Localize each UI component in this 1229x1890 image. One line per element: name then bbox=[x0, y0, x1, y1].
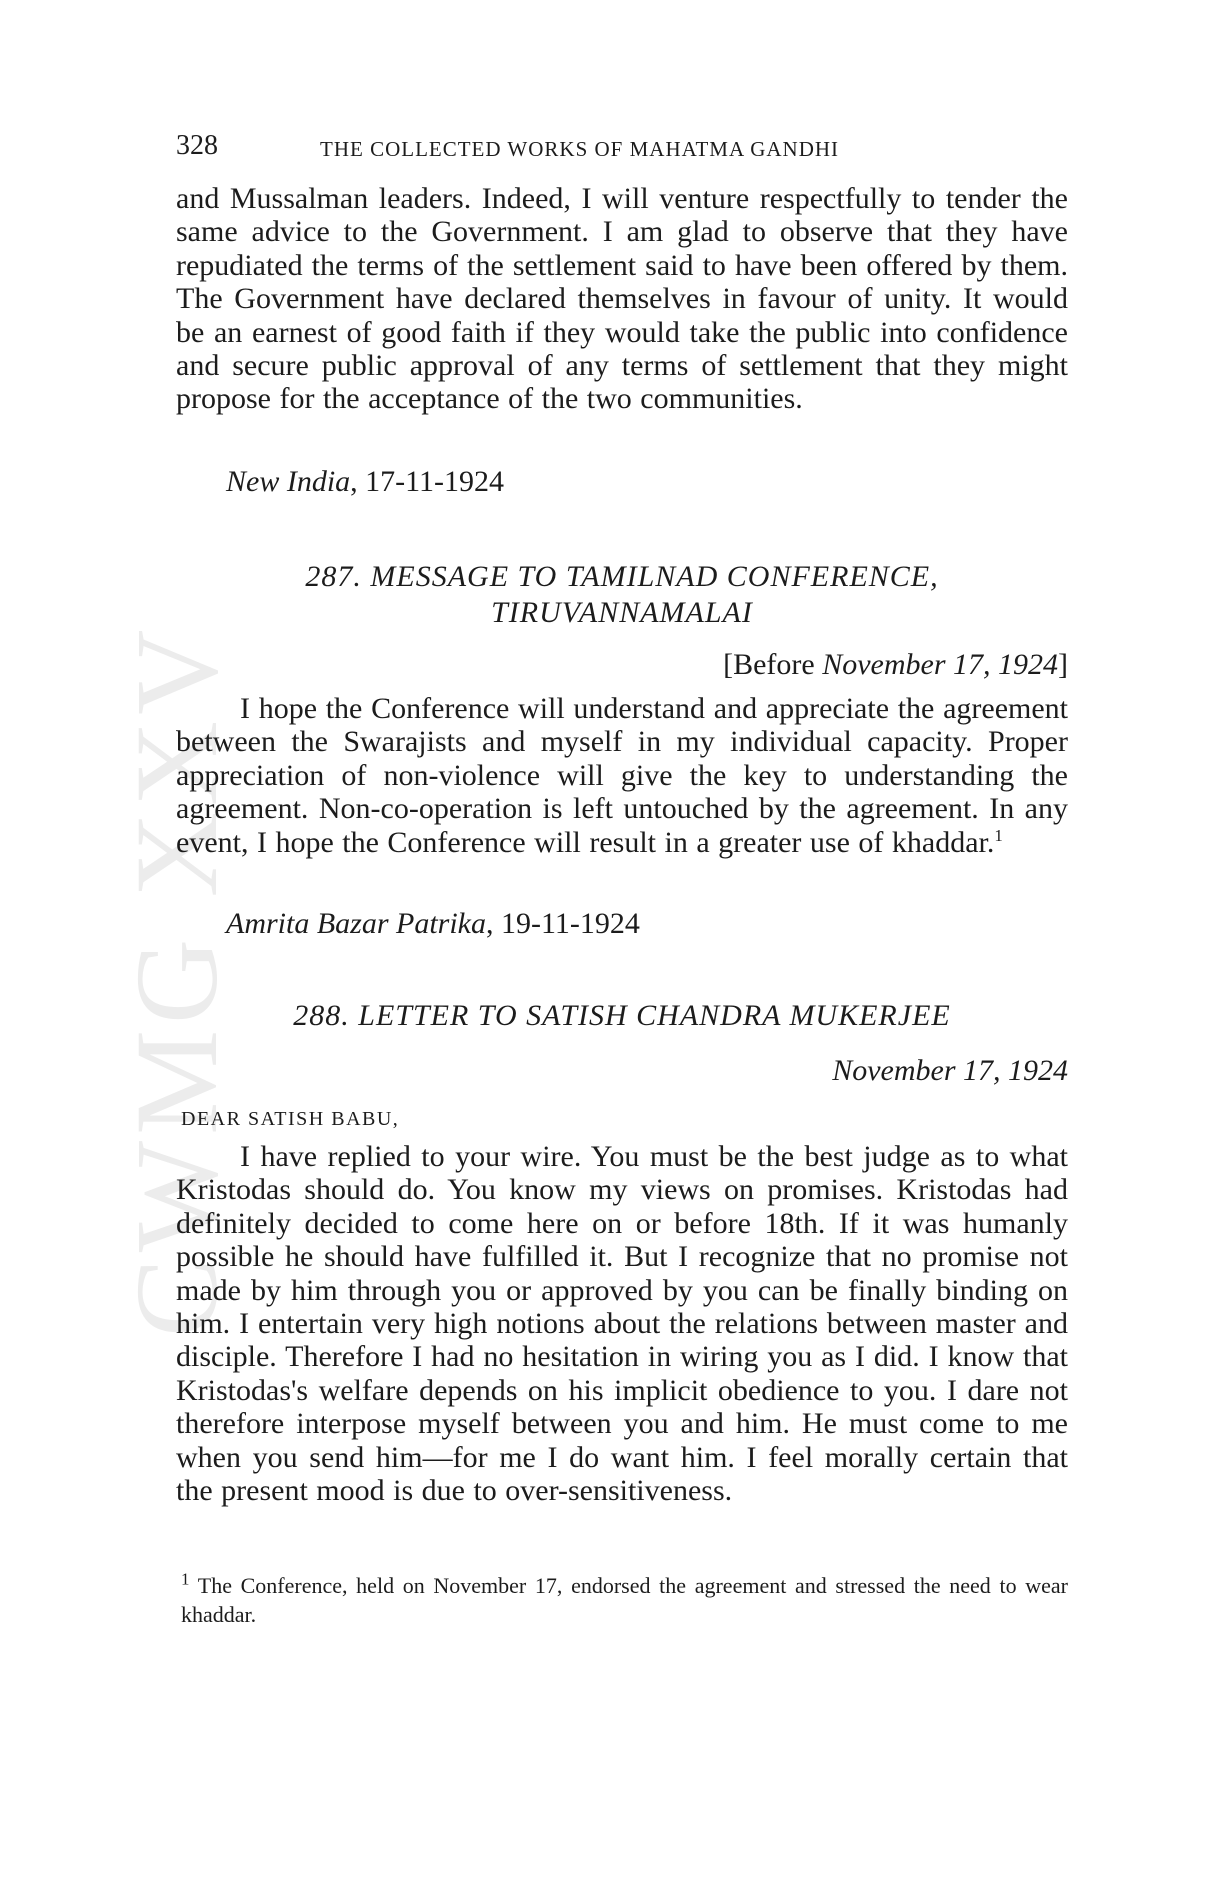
message-paragraph bbox=[176, 692, 1068, 859]
watermark: CWMG XXV bbox=[111, 623, 242, 1337]
footnote-marker: 1 bbox=[181, 1569, 190, 1589]
footnote-text: The Conference, held on November 17, endorsed the agreement and stressed the need to wear khaddar. bbox=[181, 1573, 1068, 1627]
letter-paragraph-block bbox=[176, 1140, 1068, 1507]
letter-paragraph: I have replied to your wire. You must be the best judge as to what Kristodas should do. You know my views on promises. Kristodas had definitely decided to come here on or before 18th. If it was humanly possible he should have fulfilled it. But I recognize that no promise not made by him through you or approved by you can be finally binding on him. I entertain very high notions about the relations between master and disciple. Therefore I had no hesitation in wiring you as I did. I know that Kristodas's welfare depends on his implicit obedience to you. I dare not therefore interpose myself between you and him. He must come to me when you send him—for me I do want him. I feel morally certain that the present mood is due to over-sensitiveness. bbox=[176, 1140, 1068, 1508]
salutation: DEAR SATISH BABU, bbox=[181, 1108, 400, 1130]
message-text: I hope the Conference will understand and appreciate the agreement between the Swarajists and myself in my individual capacity. Proper appreciation of non-violence will give the key to understanding the agreement. Non-co-operation is left untouched by the agreement. In any event, I hope the Conference will result in a greater use of khaddar. bbox=[176, 692, 1068, 859]
heading-line-2: TIRUVANNAMALAI bbox=[491, 596, 753, 629]
continuation-paragraph-block bbox=[176, 182, 1068, 416]
message-paragraph-block bbox=[176, 692, 1068, 859]
heading-line-1: 287. MESSAGE TO TAMILNAD CONFERENCE, bbox=[305, 560, 939, 593]
date-prefix: [Before bbox=[723, 648, 823, 681]
source-citation-amrita-bazar bbox=[226, 907, 640, 941]
page-header bbox=[176, 130, 1068, 162]
date-italic: November 17, 1924 bbox=[822, 648, 1058, 681]
dateline-287 bbox=[723, 648, 1068, 682]
continuation-paragraph: and Mussalman leaders. Indeed, I will venture respectfully to tender the same advice to the Government. I am glad to observe that they have repudiated the terms of the settlement said to have been offered by them. The Government have declared themselves in favour of unity. It would be an earnest of good faith if they would take the public into confidence and secure public approval of any terms of settlement that they might propose for the acceptance of the two communities. bbox=[176, 182, 1068, 416]
section-heading-288: 288. LETTER TO SATISH CHANDRA MUKERJEE bbox=[293, 999, 951, 1032]
source-title: New India bbox=[226, 465, 351, 498]
footnote-reference: 1 bbox=[994, 825, 1003, 845]
page-number: 328 bbox=[176, 130, 218, 161]
section-heading-287 bbox=[176, 559, 1068, 631]
source-date: , 17-11-1924 bbox=[350, 465, 505, 498]
source-date: , 19-11-1924 bbox=[486, 907, 640, 940]
running-title: THE COLLECTED WORKS OF MAHATMA GANDHI bbox=[320, 137, 840, 161]
letter-date: November 17, 1924 bbox=[832, 1054, 1068, 1087]
source-title: Amrita Bazar Patrika bbox=[226, 907, 486, 940]
dateline-288 bbox=[832, 1054, 1068, 1088]
footnote bbox=[181, 1571, 1068, 1629]
source-citation-new-india bbox=[226, 465, 504, 499]
date-suffix: ] bbox=[1058, 648, 1068, 681]
